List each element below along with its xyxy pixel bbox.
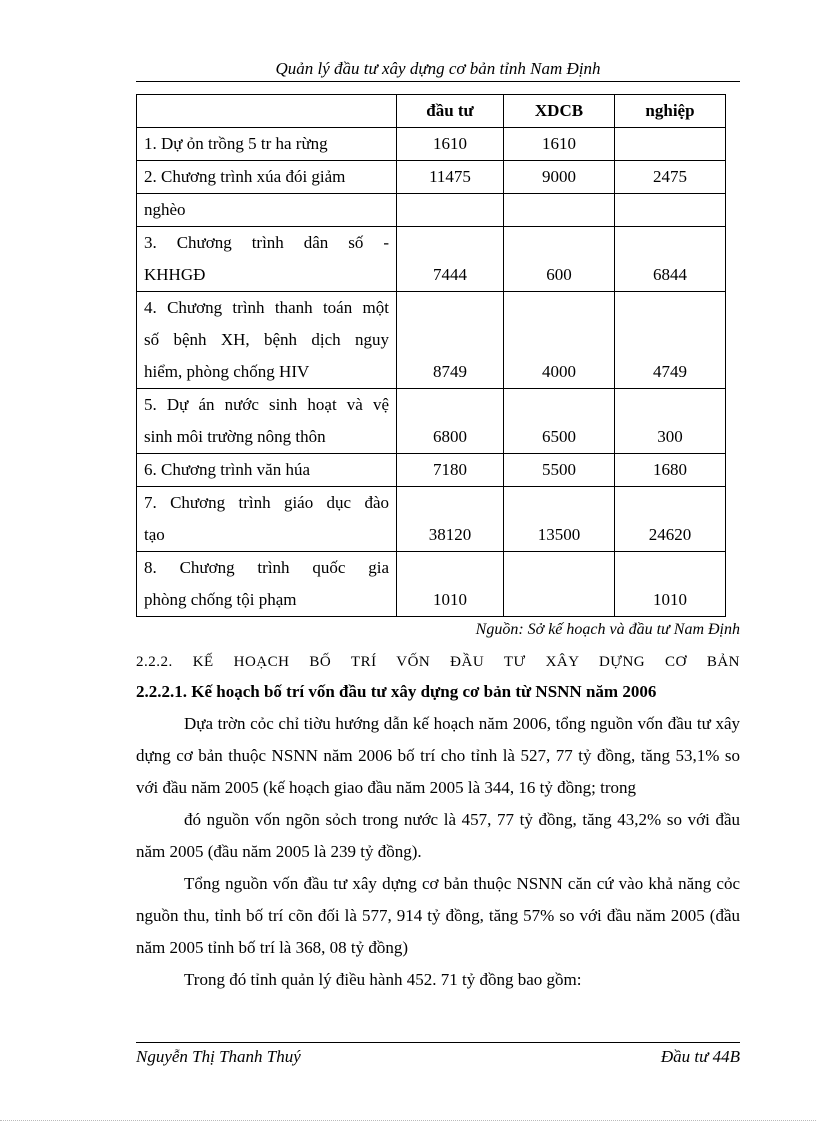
program-name-line: 1. Dự ỏn trồng 5 tr ha rừng (144, 134, 328, 153)
nghiep-cell: 24620 (615, 487, 726, 552)
xdcb-cell: 4000 (504, 292, 615, 389)
body-text (136, 708, 740, 996)
page-edge (0, 1120, 816, 1121)
nghiep-cell: 4749 (615, 292, 726, 389)
program-name-cell (137, 552, 397, 617)
table-row (137, 487, 726, 552)
paragraph-3: Tổng nguồn vốn đầu tư xây dựng cơ bản thuộc NSNN căn cứ vào khả năng cỏc nguồn thu, tỉnh bố trí cõn đối là 577, 914 tỷ đồng, tăng 57% so với đầu năm 2005 (đầu năm 2005 tỉnh bố trí là 368, 08 tỷ đồng) (136, 874, 740, 957)
program-name-cell (137, 487, 397, 552)
xdcb-cell (504, 194, 615, 227)
paragraph-4: Trong đó tỉnh quản lý điều hành 452. 71 tỷ đồng bao gồm: (184, 970, 582, 989)
program-name-line: số bệnh XH, bệnh dịch nguy (144, 330, 389, 349)
total-cell: 8749 (397, 292, 504, 389)
total-cell: 7180 (397, 454, 504, 487)
nghiep-cell (615, 128, 726, 161)
table-row (137, 227, 726, 292)
funding-table (136, 94, 726, 617)
table-row (137, 161, 726, 194)
xdcb-cell (504, 552, 615, 617)
program-name-line: sinh môi trường nông thôn (144, 427, 326, 446)
paragraph-1: Dựa trờn cỏc chỉ tiờu hướng dẫn kế hoạch năm 2006, tổng nguồn vốn đầu tư xây dựng cơ bản thuộc NSNN năm 2006 bố trí cho tỉnh là 527, 77 tỷ đồng, tăng 53,1% so với đầu năm 2005 (kế hoạch giao đầu năm 2005 là 344, 16 tỷ đồng; trong (136, 714, 740, 797)
subsection-heading: 2.2.2.1. Kế hoạch bố trí vốn đầu tư xây dựng cơ bản từ NSNN năm 2006 (136, 682, 657, 701)
program-name-line: hiểm, phòng chống HIV (144, 362, 310, 381)
xdcb-cell: 600 (504, 227, 615, 292)
total-cell: 1610 (397, 128, 504, 161)
table-row (137, 552, 726, 617)
section-heading: 2.2.2. KẾ HOẠCH BỐ TRÍ VỐN ĐẦU TƯ XÂY DỰNG CƠ BẢN (136, 654, 740, 670)
nghiep-cell: 6844 (615, 227, 726, 292)
program-name-line: 6. Chương trình văn húa (144, 460, 310, 479)
header-cell-total: đầu tư (397, 95, 504, 128)
table-source-note: Nguồn: Sở kế hoạch và đầu tư Nam Định (475, 621, 740, 638)
total-cell: 7444 (397, 227, 504, 292)
table-header-row (137, 95, 726, 128)
program-name-cell (137, 292, 397, 389)
program-name-line: tạo (144, 525, 165, 544)
total-cell: 38120 (397, 487, 504, 552)
table-row (137, 454, 726, 487)
program-name-cell (137, 161, 397, 194)
program-name-line: KHHGĐ (144, 265, 206, 284)
nghiep-cell (615, 194, 726, 227)
program-name-cell (137, 227, 397, 292)
header-cell-nghiep: nghiệp (615, 95, 726, 128)
footer-rule (136, 1042, 740, 1043)
program-name-cell (137, 194, 397, 227)
footer-class: Đầu tư 44B (660, 1047, 740, 1066)
table-row (137, 128, 726, 161)
header-cell-xdcb: XDCB (504, 95, 615, 128)
header-cell-program (137, 95, 397, 128)
xdcb-cell: 9000 (504, 161, 615, 194)
program-name-cell (137, 454, 397, 487)
total-cell: 11475 (397, 161, 504, 194)
nghiep-cell: 1680 (615, 454, 726, 487)
xdcb-cell: 5500 (504, 454, 615, 487)
total-cell (397, 194, 504, 227)
program-name-cell (137, 389, 397, 454)
total-cell: 6800 (397, 389, 504, 454)
program-name-line: 4. Chương trình thanh toán một (144, 298, 389, 317)
paragraph-2: đó nguồn vốn ngõn sỏch trong nước là 457, 77 tỷ đồng, tăng 43,2% so với đầu năm 2005 (đầu năm 2005 là 239 tỷ đồng). (136, 810, 740, 861)
page-header-title: Quản lý đầu tư xây dựng cơ bản tỉnh Nam Định (275, 59, 601, 78)
xdcb-cell: 6500 (504, 389, 615, 454)
program-name-line: 8. Chương trình quốc gia (144, 558, 389, 577)
program-name-line: 7. Chương trình giáo dục đào (144, 493, 389, 512)
nghiep-cell: 2475 (615, 161, 726, 194)
xdcb-cell: 13500 (504, 487, 615, 552)
program-name-line: nghèo (144, 200, 186, 219)
nghiep-cell: 300 (615, 389, 726, 454)
header-rule (136, 81, 740, 82)
xdcb-cell: 1610 (504, 128, 615, 161)
footer-author: Nguyễn Thị Thanh Thuý (136, 1047, 301, 1066)
program-name-line: phòng chống tội phạm (144, 590, 297, 609)
program-name-cell (137, 128, 397, 161)
table-row (137, 292, 726, 389)
nghiep-cell: 1010 (615, 552, 726, 617)
table-row (137, 389, 726, 454)
program-name-line: 5. Dự án nước sinh hoạt và vệ (144, 395, 389, 414)
total-cell: 1010 (397, 552, 504, 617)
program-name-line: 3. Chương trình dân số - (144, 233, 389, 252)
table-row (137, 194, 726, 227)
program-name-line: 2. Chương trình xúa đói giảm (144, 167, 346, 186)
